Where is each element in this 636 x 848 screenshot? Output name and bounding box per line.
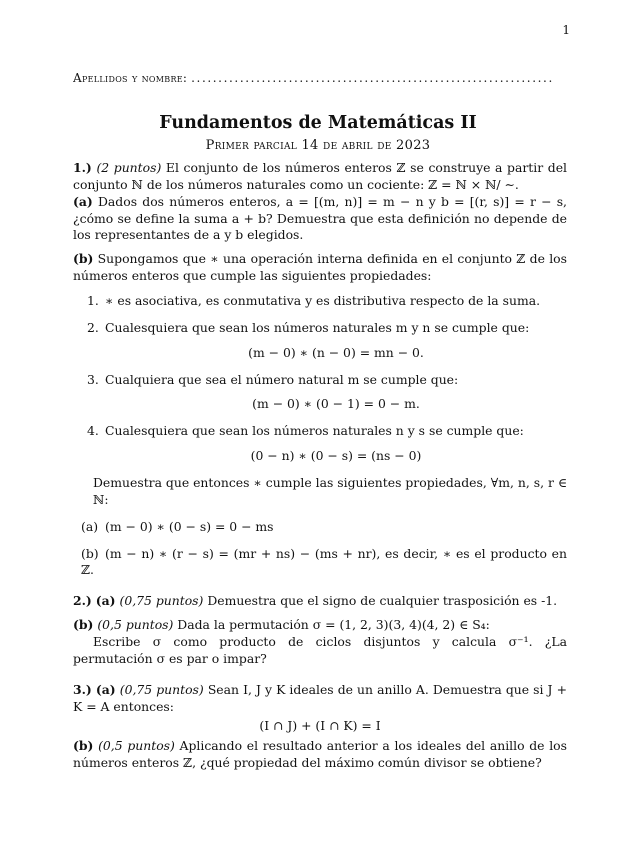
q1-sub-b-text: (m − n) ∗ (r − s) = (mr + ns) − (ms + nr), es decir, ∗ es el producto en ℤ. — [81, 545, 567, 578]
q2-a-text: Demuestra que el signo de cualquier trasposición es -1. — [203, 593, 558, 609]
q1-intro — [73, 160, 567, 194]
q3-a-points: (0,75 puntos) — [119, 681, 204, 697]
q1-sub-a-text: (m − 0) ∗ (0 − s) = 0 − ms — [105, 518, 274, 534]
page-number: 1 — [562, 23, 570, 37]
name-dots: ................................................................... — [191, 71, 554, 85]
q3-number: 3.) — [73, 681, 92, 697]
q1-a-label: (a) — [73, 193, 93, 209]
q1-points: (2 puntos) — [96, 160, 162, 175]
property-formula: (m − 0) ∗ (0 − 1) = 0 − m. — [252, 396, 420, 412]
property-text: Cualesquiera que sean los números naturales n y s se cumple que: — [105, 423, 524, 439]
name-field[interactable] — [73, 70, 568, 86]
q2-b-instructions: Escribe σ como producto de ciclos disjuntos y calcula σ⁻¹. ¿La permutación σ es par o impar? — [73, 634, 567, 666]
q2-part-b — [73, 617, 567, 634]
property-text: Cualquiera que sea el número natural m se cumple que: — [105, 371, 459, 387]
property-formula: (m − 0) ∗ (n − 0) = mn − 0. — [248, 344, 424, 360]
property-list — [73, 293, 567, 465]
name-label: Apellidos y nombre: — [73, 71, 188, 85]
q1-number: 1.) — [73, 160, 92, 175]
property-item — [73, 293, 567, 310]
property-item — [73, 320, 567, 362]
property-item — [73, 423, 567, 465]
exam-body — [73, 160, 567, 772]
q2-part-a — [73, 593, 567, 610]
property-item — [73, 372, 567, 414]
q3-a-text: Sean I, J y K ideales de un anillo A. Demuestra que si J + K = A entonces: — [73, 681, 567, 714]
q1-part-b — [73, 251, 567, 285]
q1-intro-text: El conjunto de los números enteros ℤ se construye a partir del conjunto ℕ de los números naturales como un cociente: ℤ = ℕ × ℕ/ ∼. — [73, 160, 567, 192]
q3-a-label: (a) — [95, 681, 116, 697]
q3-part-b — [73, 738, 567, 772]
q1-part-a — [73, 194, 567, 245]
q1-sub-a-label: (a) — [81, 518, 99, 534]
q2-b-text: Dada la permutación σ = (1, 2, 3)(3, 4)(4, 2) ∈ S₄: — [173, 617, 490, 633]
property-formula: (0 − n) ∗ (0 − s) = (ns − 0) — [250, 448, 422, 464]
exam-subtitle: Primer parcial 14 de abril de 2023 — [205, 138, 431, 153]
q2-a-label: (a) — [95, 593, 116, 609]
q1-sub-b-label: (b) — [81, 545, 99, 561]
q1-demuestra: Demuestra que entonces ∗ cumple las siguientes propiedades, ∀m, n, s, r ∈ ℕ: — [93, 475, 567, 507]
q2-a-points: (0,75 puntos) — [119, 593, 204, 609]
property-number: 1. — [87, 293, 99, 309]
q1-sub-a — [73, 519, 567, 536]
q2-b-points: (0,5 puntos) — [97, 617, 174, 633]
property-text: Cualesquiera que sean los números naturales m y n se cumple que: — [105, 319, 530, 335]
q3-part-a — [73, 682, 567, 716]
q2-number: 2.) — [73, 593, 92, 609]
q3-b-label: (b) — [73, 738, 94, 754]
property-number: 4. — [87, 423, 99, 439]
q1-b-text: Supongamos que ∗ una operación interna definida en el conjunto ℤ de los números enteros que cumple las siguientes propiedades: — [73, 251, 567, 284]
exam-title: Fundamentos de Matemáticas II — [159, 113, 477, 133]
q1-b-label: (b) — [73, 251, 94, 267]
q3-formula: (I ∩ J) + (I ∩ K) = I — [259, 718, 381, 734]
q1-a-text: Dados dos números enteros, a = [(m, n)] = m − n y b = [(r, s)] = r − s, ¿cómo se define la suma a + b? Demuestra que esta definición no depende de los representantes de a y b elegidos. — [73, 193, 567, 243]
property-number: 3. — [87, 371, 99, 387]
q1-sub-b — [73, 546, 567, 580]
property-text: ∗ es asociativa, es conmutativa y es distributiva respecto de la suma. — [105, 293, 541, 309]
property-number: 2. — [87, 319, 99, 335]
q3-b-text: Aplicando el resultado anterior a los ideales del anillo de los números enteros ℤ, ¿qué propiedad del máximo común divisor se obtiene? — [73, 738, 567, 771]
q3-b-points: (0,5 puntos) — [98, 738, 175, 754]
q2-b-label: (b) — [73, 617, 94, 633]
